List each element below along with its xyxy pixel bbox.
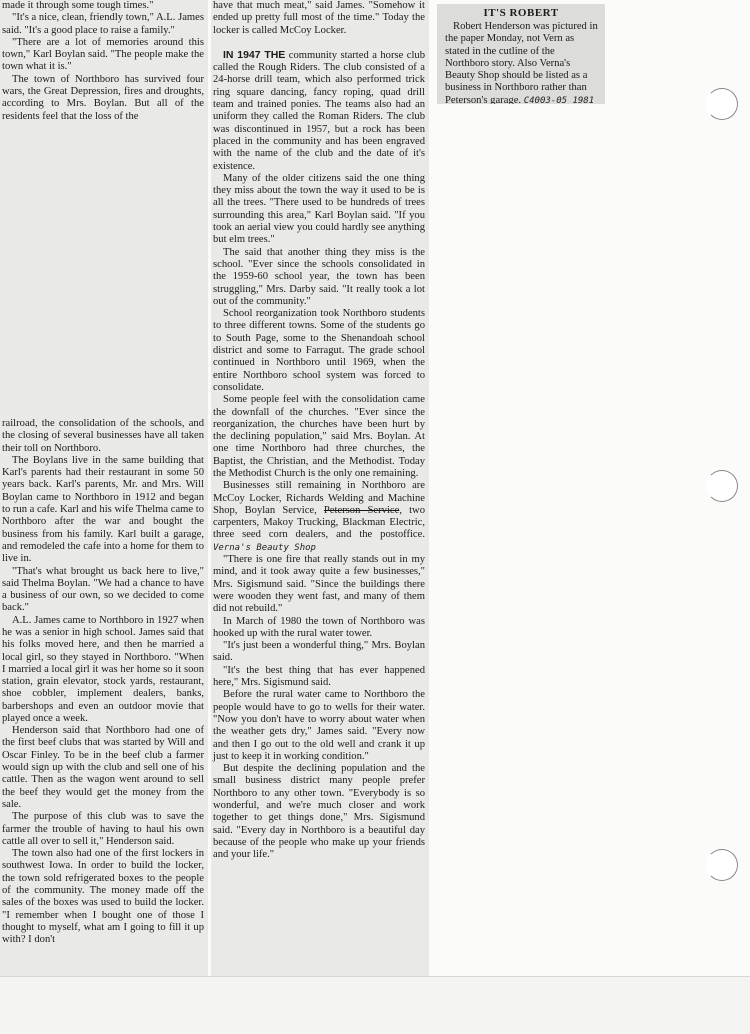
article-paragraph: School reorganization took Northboro students to three different towns. Some of the students go to South Page, some to the Shenandoah school district and some to Farragut. The grade school continued in Northboro until 1969, when the entire Northboro school system was forced to consolidate. bbox=[213, 308, 425, 393]
article-paragraph: "It's a nice, clean, friendly town," A.L. James said. "It's a good place to raise a family." bbox=[2, 12, 204, 36]
binder-hole-middle bbox=[706, 470, 738, 502]
article-paragraph: "There are a lot of memories around this town," Karl Boylan said. "The people make the town what it is." bbox=[2, 36, 204, 73]
article-paragraph: Before the rural water came to Northboro the people would have to go to wells for their water. "Now you don't have to worry about water when the weather gets dry," James said. "Every now and then I go out to the old well and crank it up just to keep it in working condition." bbox=[213, 689, 425, 762]
binder-hole-bottom bbox=[706, 849, 738, 881]
article-paragraph: In March of 1980 the town of Northboro was hooked up with the rural water tower. bbox=[213, 615, 425, 639]
article-paragraph: have that much meat," said James. "Somehow it ended up pretty full most of the time." Today the locker is called McCoy Locker. bbox=[213, 0, 425, 36]
binder-hole-top bbox=[706, 88, 738, 120]
article-paragraph: station, grain elevator, stock yards, restaurant, shoe cobbler, implement dealers, banks, barbershops and even an outdoor movie that played once a week. bbox=[2, 676, 204, 724]
article-paragraph: The purpose of this club was to save the farmer the trouble of having to haul his own cattle all over to sell it," Henderson said. bbox=[2, 811, 204, 847]
article-paragraph: "It's the best thing that has ever happened here," Mrs. Sigismund said. bbox=[213, 664, 425, 689]
correction-heading: IT'S ROBERT bbox=[483, 7, 559, 19]
handwritten-archive-note: C4003-05 1981 bbox=[523, 95, 595, 104]
clipping-column-1-part-a bbox=[0, 0, 208, 418]
clipping-column-2 bbox=[211, 0, 429, 976]
article-paragraph bbox=[213, 480, 425, 554]
correction-body: Robert Henderson was pictured in the paper Monday, not Vern as stated in the cutline of the Northboro story. Also Verna's Beauty Shop should be listed as a business in Northboro rather than Peterson's garage. bbox=[445, 21, 598, 104]
section-text: community started a horse club called the Rough Riders. The club consisted of a 24-horse drill team, which also performed trick ring square dancing, fancy roping, quad drill team and trained ponies. The teams also had an uniform they called the Roman Riders. The club was discontinued in 1957, but a rock has been placed in the community and has been engraved with the name of the club and the date of it's existence. bbox=[213, 49, 426, 172]
article-paragraph: The town of Northboro has survived four wars, the Great Depression, fires and droughts, according to Mrs. Boylan. But all of the residents feel that the loss of the bbox=[2, 73, 204, 122]
article-paragraph: "It's just been a wonderful thing," Mrs. Boylan said. bbox=[213, 640, 425, 664]
handwritten-addition: Verna's Beauty Shop bbox=[213, 542, 316, 553]
article-paragraph: "There is one fire that really stands out in my mind, and it took away quite a few businesses," Mrs. Sigismund said. "Since the buildings there were wooden they went fast, and many of them did not rebuild." bbox=[213, 554, 425, 615]
article-paragraph: railroad, the consolidation of the schools, and the closing of several businesses have all taken their toll on Northboro. bbox=[2, 418, 204, 454]
business-list-text: Businesses still remaining in Northboro are McCoy Locker, Richards Welding and Machine Shop, Boylan Service, bbox=[213, 480, 425, 516]
correction-text bbox=[445, 21, 599, 104]
article-paragraph: Many of the older citizens said the one thing they miss about the town the way it used to be is all the trees. "There used to be hundreds of trees surrounding this area," Karl Boylan said. "If you took an aerial view you could hardly see anything but elm trees." bbox=[213, 172, 425, 246]
clipping-column-1-part-c bbox=[0, 676, 208, 976]
article-paragraph: The Boylans live in the same building that Karl's parents had their restaurant in some 50 years back. Karl's parents, Mr. and Mrs. Will Boylan came to Northboro in 1912 and began to run a cafe. Karl and his wife Thelma came to Northboro after the war and bought the business from his family. Karl built a garage, and remodeled the cafe into a home for them to live in. bbox=[2, 454, 204, 565]
article-paragraph: made it through some tough times." bbox=[2, 0, 154, 11]
correction-clipping bbox=[437, 4, 605, 104]
clipping-column-1-part-b bbox=[0, 418, 208, 676]
article-paragraph: But despite the declining population and the small business district many people prefer Northboro to any other town. "Everybody is so wonderful, and we're much closer and work together to get things done," Mrs. Sigismund said. "Every day in Northboro is a beautiful day because of the people who make up your friends and your life." bbox=[213, 763, 425, 861]
article-paragraph: The town also had one of the first lockers in southwest Iowa. In order to build the locker, the town sold refrigerated boxes to the people of the community. The money made off the sales of the boxes was used to build the locker. "I remember when I bought one of those I thought to myself, what am I going to fill it up with? I don't bbox=[2, 848, 204, 946]
article-paragraph: Some people feel with the consolidation came the downfall of the churches. "Ever since the reorganization, the churches have been hurt by the declining population," said Mrs. Boylan. At one time Northboro had three churches, the Baptist, the Christian, and the Methodist. Today the Methodist Church is the only one remaining. bbox=[213, 394, 425, 479]
article-paragraph: The said that another thing they miss is the school. "Ever since the schools consolidated in the 1959-60 school year, the town has been struggling," Mrs. Darby said. "It really took a lot out of the community." bbox=[213, 246, 425, 307]
article-paragraph: Henderson said that Northboro had one of the first beef clubs that was started by Will and Oscar Finley. To be in the beef club a farmer would sign up with the club and sell one of his cattle. Then as the wagon went around to sell the beef they would get the money from the sale. bbox=[2, 725, 204, 810]
article-paragraph: "That's what brought us back here to live," said Thelma Boylan. "We had a chance to have a business of our own, so we decided to come back." bbox=[2, 565, 204, 614]
scan-bottom-margin bbox=[0, 976, 750, 1034]
business-list-text: , two carpenters, Makoy Trucking, Blackman Electric, three seed corn dealers, and the postoffice. bbox=[213, 504, 425, 541]
article-paragraph: A.L. James came to Northboro in 1927 when he was a senior in high school. James said that his folks moved here, and then he married a local girl, so they stayed in Northboro. "When I married a local girl it was her home so it soon bbox=[2, 614, 204, 675]
section-lead: IN 1947 THE bbox=[223, 48, 286, 61]
struck-business-name: Peterson Service bbox=[323, 504, 400, 516]
article-paragraph bbox=[213, 49, 425, 173]
